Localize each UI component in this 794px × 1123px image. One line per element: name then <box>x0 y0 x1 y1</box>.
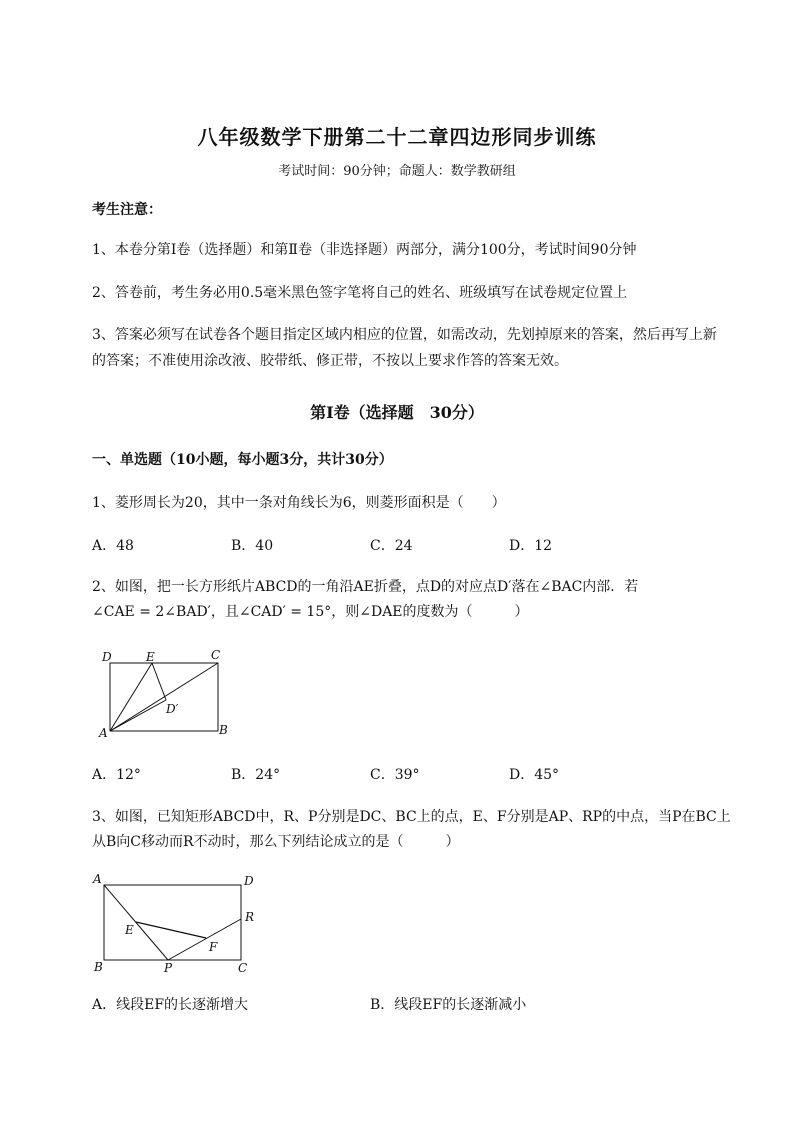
q3-segment-ef <box>136 922 206 938</box>
q3-label-b: B <box>94 960 103 974</box>
q2-option-c[interactable]: C．39° <box>370 767 420 783</box>
q2-segment-ad <box>110 700 166 731</box>
notice-item-3: 3、答案必须写在试卷各个题目指定区域内相应的位置，如需改动，先划掉原来的答案，然后再写上新 <box>92 327 717 343</box>
question-2-stem-line2: ∠CAE = 2∠BAD′，且∠CAD′ = 15°，则∠DAE的度数为（ ） <box>92 604 529 620</box>
q3-label-p: P <box>164 961 173 975</box>
page-title: 八年级数学下册第二十二章四边形同步训练 <box>197 125 597 149</box>
q2-fold-ae <box>110 663 152 731</box>
q2-figure <box>95 645 235 745</box>
q2-option-d[interactable]: D．45° <box>509 767 560 783</box>
q3-label-c: C <box>238 961 248 975</box>
q3-label-r: R <box>245 910 255 924</box>
section-title: 第I卷（选择题 30分） <box>310 403 484 422</box>
notice-item-1: 1、本卷分第I卷（选择题）和第Ⅱ卷（非选择题）两部分，满分100分，考试时间90分钟 <box>92 242 637 258</box>
q3-label-f: F <box>209 940 218 954</box>
q3-label-e: E <box>125 923 134 937</box>
q3-label-a: A <box>93 872 102 886</box>
q2-segment-ed <box>152 663 166 700</box>
q2-label-e: E <box>146 650 155 664</box>
notice-item-2: 2、答卷前，考生务必用0.5毫米黑色签字笔将自己的姓名、班级填写在试卷规定位置上 <box>92 285 628 301</box>
q3-option-b[interactable]: B．线段EF的长逐渐减小 <box>370 997 527 1013</box>
q2-label-dprime: D′ <box>166 702 179 716</box>
q2-label-d: D <box>102 650 112 664</box>
notice-heading: 考生注意： <box>92 202 162 218</box>
q1-option-b[interactable]: B．40 <box>231 538 274 554</box>
question-3-stem-line1: 3、如图，已知矩形ABCD中，R、P分别是DC、BC上的点，E、F分别是AP、RP的中点，当P在BC上 <box>92 809 731 825</box>
question-2-stem-line1: 2、如图，把一长方形纸片ABCD的一角沿AE折叠，点D的对应点D′落在∠BAC内部．若 <box>92 579 639 595</box>
q2-option-b[interactable]: B．24° <box>231 767 281 783</box>
q1-option-c[interactable]: C．24 <box>370 538 413 554</box>
q3-segment-pr <box>168 919 241 960</box>
question-3-stem-line2: 从B向C移动而R不动时，那么下列结论成立的是（ ） <box>92 834 460 850</box>
q3-figure <box>88 868 268 978</box>
q2-label-b: B <box>219 723 228 737</box>
part-heading: 一、单选题（10小题，每小题3分，共计30分） <box>92 452 393 468</box>
q2-label-c: C <box>211 648 221 662</box>
question-1-stem: 1、菱形周长为20，其中一条对角线长为6，则菱形面积是（ ） <box>92 495 506 511</box>
q3-label-d: D <box>244 874 254 888</box>
q1-option-d[interactable]: D．12 <box>509 538 553 554</box>
q2-label-a: A <box>99 726 108 740</box>
exam-info: 考试时间：90分钟；命题人：数学教研组 <box>278 164 516 179</box>
q1-option-a[interactable]: A．48 <box>92 538 134 554</box>
q3-option-a[interactable]: A．线段EF的长逐渐增大 <box>92 997 249 1013</box>
q2-option-a[interactable]: A．12° <box>92 767 141 783</box>
notice-item-3-cont: 的答案；不准使用涂改液、胶带纸、修正带，不按以上要求作答的答案无效。 <box>92 353 568 369</box>
q2-diagonal-ac <box>110 663 218 731</box>
